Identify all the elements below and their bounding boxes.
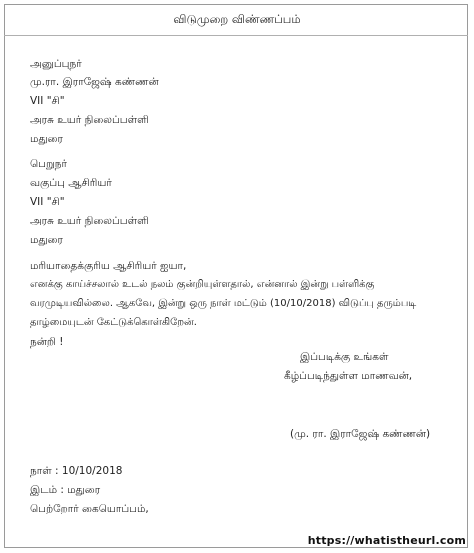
body-line: தாழ்மையுடன் கேட்டுக்கொள்கிறேன்.: [30, 317, 197, 328]
from-class: VII "சி": [30, 95, 65, 107]
title-divider: [4, 35, 468, 36]
body-line: வரமுடியவில்லை. ஆகவே, இன்று ஒரு நாள் மட்டும் (10/10/2018) விடுப்பு தரும்படி: [30, 298, 417, 309]
to-class: VII "சி": [30, 196, 65, 208]
page-title: விடுமுறை விண்ணப்பம்: [173, 12, 301, 26]
body-line: எனக்கு காய்ச்சலால் உடல் நலம் குன்றியுள்ளதால், என்னால் இன்று பள்ளிக்கு: [30, 279, 375, 290]
from-city: மதுரை: [30, 133, 63, 145]
to-school: அரசு உயர் நிலைப்பள்ளி: [30, 215, 149, 227]
salutation: மரியாதைக்குரிய ஆசிரியர் ஐயா,: [30, 260, 187, 272]
from-heading: அனுப்புநர்: [30, 58, 82, 70]
place-line: இடம் : மதுரை: [30, 484, 101, 496]
parent-signature-line: பெற்றோர் கையொப்பம்,: [30, 503, 149, 515]
date-line: நாள் : 10/10/2018: [30, 465, 123, 477]
closing-line-1: இப்படிக்கு உங்கள்: [300, 351, 389, 363]
from-school: அரசு உயர் நிலைப்பள்ளி: [30, 114, 149, 126]
closing-line-2: கீழ்ப்படிந்துள்ள மாணவன்,: [284, 370, 413, 382]
watermark-url: https://whatistheurl.com: [307, 534, 466, 547]
from-name: மு.ரா. இராஜேஷ் கண்ணன்: [30, 76, 159, 88]
to-name: வகுப்பு ஆசிரியர்: [30, 177, 112, 189]
thanks-text: நன்றி !: [30, 336, 64, 348]
signature: (மு. ரா. இராஜேஷ் கண்ணன்): [290, 428, 431, 440]
to-city: மதுரை: [30, 234, 63, 246]
to-heading: பெறுநர்: [30, 158, 67, 170]
